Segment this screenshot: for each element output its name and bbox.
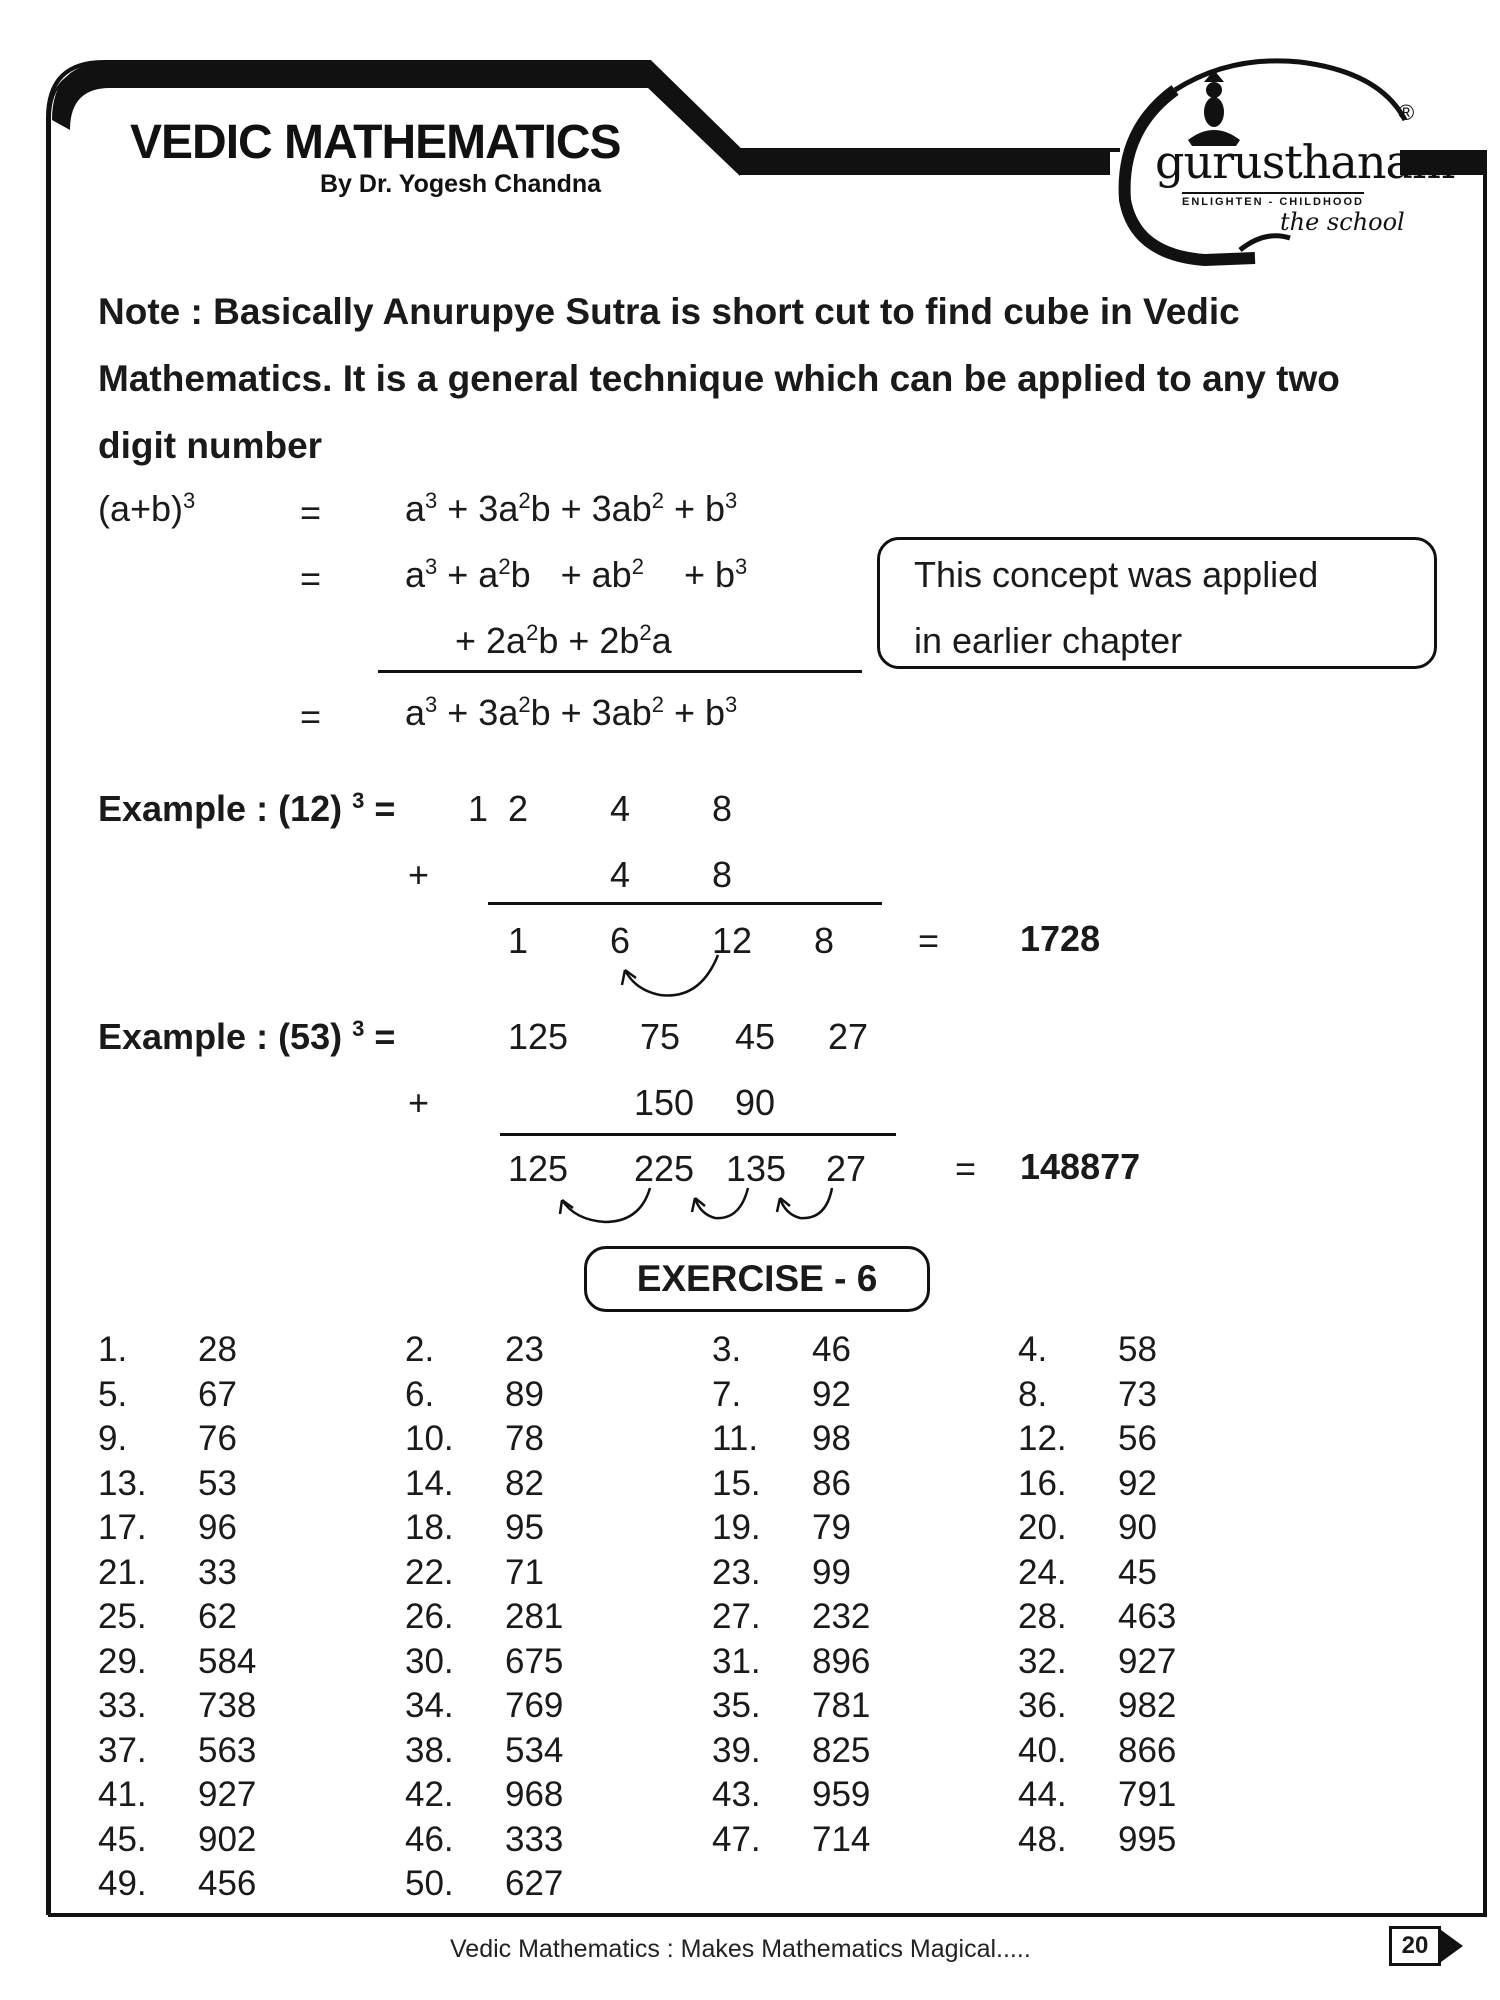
exercise-item-value: 90 bbox=[1118, 1508, 1157, 1547]
exercise-item-value: 959 bbox=[812, 1775, 871, 1814]
example2-r1-c2: 45 bbox=[735, 1016, 776, 1057]
exercise-item-number: 19. bbox=[712, 1508, 761, 1547]
formula-eq-1: = bbox=[300, 492, 322, 533]
example2-r2-c1: 90 bbox=[735, 1082, 776, 1123]
exercise-item-number: 48. bbox=[1018, 1819, 1067, 1859]
exercise-item-number: 31. bbox=[712, 1641, 761, 1681]
exercise-item-value: 927 bbox=[1118, 1641, 1177, 1681]
formula-sum-line bbox=[378, 670, 862, 673]
exercise-item-number: 29. bbox=[98, 1641, 147, 1681]
exercise-item-number: 28. bbox=[1018, 1597, 1067, 1636]
example2-r2-c0: 150 bbox=[634, 1082, 695, 1123]
exercise-item-value: 23 bbox=[505, 1330, 544, 1369]
note-paragraph: Note : Basically Anurupye Sutra is short cut to find cube in Vedic Mathematics. It is a general technique which can be applied to any two digit number bbox=[98, 291, 1340, 466]
exercise-item-value: 791 bbox=[1118, 1775, 1177, 1814]
exercise-item-number: 37. bbox=[98, 1730, 147, 1770]
exercise-item-number: 41. bbox=[98, 1775, 147, 1814]
exercise-item-number: 14. bbox=[405, 1463, 454, 1503]
logo-subtitle: the school bbox=[1280, 208, 1405, 236]
exercise-item-number: 21. bbox=[98, 1552, 147, 1592]
exercise-item-number: 39. bbox=[712, 1730, 761, 1770]
example2-r3-c3: 27 bbox=[826, 1148, 867, 1189]
exercise-item-value: 99 bbox=[812, 1552, 851, 1592]
example1-result-eq: = bbox=[918, 920, 940, 961]
exercise-item-number: 46. bbox=[405, 1819, 454, 1859]
exercise-item-number: 45. bbox=[98, 1819, 147, 1859]
example1-r3-c1: 6 bbox=[610, 920, 631, 961]
formula-lhs: $(a+b)^3$ bbox=[98, 488, 196, 529]
exercise-item-number: 36. bbox=[1018, 1686, 1067, 1725]
exercise-item-value: 463 bbox=[1118, 1597, 1177, 1636]
example2-r3-c0: 125 bbox=[508, 1148, 569, 1189]
formula-line-2: $a^3 + a^2b + ab^2$ + $b^3$ bbox=[405, 554, 748, 595]
exercise-item-number: 18. bbox=[405, 1508, 454, 1547]
example2-result-eq: = bbox=[955, 1148, 977, 1189]
book-title: VEDIC MATHEMATICS bbox=[130, 116, 621, 169]
carry-arrows-example2 bbox=[560, 1188, 832, 1222]
example2-r1-c0: 125 bbox=[508, 1016, 569, 1057]
exercise-item-number: 49. bbox=[98, 1864, 147, 1903]
exercise-item-number: 38. bbox=[405, 1730, 454, 1770]
callout-line-1: This concept was applied bbox=[914, 554, 1319, 595]
exercise-item-value: 584 bbox=[198, 1641, 257, 1681]
exercise-item-value: 627 bbox=[505, 1864, 564, 1903]
example1-result: 1728 bbox=[1020, 918, 1101, 959]
example1-r1-c1: 2 bbox=[508, 788, 529, 829]
exercise-item-number: 10. bbox=[405, 1419, 454, 1458]
exercise-item-value: 56 bbox=[1118, 1419, 1157, 1458]
exercise-item-number: 5. bbox=[98, 1374, 128, 1414]
exercise-item-value: 281 bbox=[505, 1597, 564, 1636]
exercise-item-number: 8. bbox=[1018, 1374, 1048, 1414]
logo-tagline: ENLIGHTEN - CHILDHOOD bbox=[1182, 192, 1364, 208]
exercise-item-number: 16. bbox=[1018, 1463, 1067, 1503]
exercise-item-value: 79 bbox=[812, 1508, 851, 1547]
exercise-item-value: 995 bbox=[1118, 1819, 1177, 1859]
example1-r2-c1: 8 bbox=[712, 854, 733, 895]
carry-arrows-example1 bbox=[622, 955, 718, 996]
exercise-item-number: 15. bbox=[712, 1463, 761, 1503]
exercise-item-number: 34. bbox=[405, 1686, 454, 1725]
example2-result: 148877 bbox=[1020, 1146, 1141, 1187]
exercise-item-value: 71 bbox=[505, 1552, 544, 1592]
callout-line-2: in earlier chapter bbox=[914, 620, 1183, 661]
exercise-item-number: 20. bbox=[1018, 1508, 1067, 1547]
footer-tagline: Vedic Mathematics : Makes Mathematics Magical..... bbox=[450, 1935, 1031, 1963]
exercise-item-value: 902 bbox=[198, 1819, 257, 1859]
exercise-item-value: 28 bbox=[198, 1330, 237, 1369]
exercise-item-number: 9. bbox=[98, 1419, 128, 1458]
exercise-item-value: 675 bbox=[505, 1641, 564, 1681]
example2-r3-c1: 225 bbox=[634, 1148, 695, 1189]
exercise-item-number: 2. bbox=[405, 1330, 435, 1369]
exercise-item-value: 968 bbox=[505, 1775, 564, 1814]
example1-r3-c0: 1 bbox=[508, 920, 529, 961]
exercise-item-number: 13. bbox=[98, 1463, 147, 1503]
exercise-item-value: 67 bbox=[198, 1374, 237, 1414]
exercise-item-value: 232 bbox=[812, 1597, 871, 1636]
callout-box bbox=[877, 537, 1437, 669]
registered-mark: ® bbox=[1398, 100, 1415, 125]
exercise-item-number: 27. bbox=[712, 1597, 761, 1636]
exercise-item-number: 30. bbox=[405, 1641, 454, 1681]
exercise-item-number: 17. bbox=[98, 1508, 147, 1547]
example1-r1-c3: 8 bbox=[712, 788, 733, 829]
exercise-item-value: 33 bbox=[198, 1552, 237, 1592]
exercise-item-value: 86 bbox=[812, 1463, 851, 1503]
exercise-item-number: 4. bbox=[1018, 1330, 1048, 1369]
exercise-item-value: 738 bbox=[198, 1686, 257, 1725]
exercise-item-value: 714 bbox=[812, 1819, 871, 1859]
example2-r3-c2: 135 bbox=[726, 1148, 787, 1189]
exercise-item-number: 3. bbox=[712, 1330, 742, 1369]
formula-line-4: $a^3 + 3a^2b + 3ab^2 + b^3$ bbox=[405, 692, 738, 733]
exercise-item-number: 43. bbox=[712, 1775, 761, 1814]
example2-r1-c1: 75 bbox=[640, 1016, 681, 1057]
example1-r1-c0: 1 bbox=[468, 788, 489, 829]
exercise-item-value: 825 bbox=[812, 1730, 871, 1770]
exercise-item-number: 42. bbox=[405, 1775, 454, 1814]
exercise-item-number: 12. bbox=[1018, 1419, 1067, 1458]
logo-wordmark: gurusthanam bbox=[1155, 135, 1455, 189]
exercise-item-number: 6. bbox=[405, 1374, 435, 1414]
example1-r3-c2: 12 bbox=[712, 920, 753, 961]
example2-plus: + bbox=[408, 1082, 430, 1123]
exercise-item-value: 98 bbox=[812, 1419, 851, 1458]
exercise-item-value: 58 bbox=[1118, 1330, 1157, 1369]
exercise-item-value: 78 bbox=[505, 1419, 544, 1458]
example1-label: Example : (12) $^3$ = bbox=[98, 788, 396, 829]
exercise-item-number: 24. bbox=[1018, 1552, 1067, 1592]
exercise-item-number: 22. bbox=[405, 1552, 454, 1592]
page-number: 20 bbox=[1389, 1926, 1441, 1966]
formula-eq-2: = bbox=[300, 558, 322, 599]
example1-r1-c2: 4 bbox=[610, 788, 631, 829]
exercise-item-value: 866 bbox=[1118, 1730, 1177, 1770]
exercise-item-value: 73 bbox=[1118, 1374, 1157, 1414]
exercise-item-number: 25. bbox=[98, 1597, 147, 1636]
exercise-item-value: 95 bbox=[505, 1508, 544, 1547]
exercise-item-value: 89 bbox=[505, 1374, 544, 1414]
example2-r1-c3: 27 bbox=[828, 1016, 869, 1057]
exercise-item-value: 45 bbox=[1118, 1552, 1157, 1592]
exercise-item-number: 44. bbox=[1018, 1775, 1067, 1814]
exercise-item-value: 563 bbox=[198, 1730, 257, 1770]
exercise-item-number: 50. bbox=[405, 1864, 454, 1903]
exercise-item-number: 11. bbox=[712, 1419, 759, 1458]
exercise-item-value: 46 bbox=[812, 1330, 851, 1369]
exercise-item-number: 40. bbox=[1018, 1730, 1067, 1770]
exercise-item-value: 456 bbox=[198, 1864, 257, 1903]
exercise-item-number: 23. bbox=[712, 1552, 761, 1592]
exercise-item-value: 769 bbox=[505, 1686, 564, 1725]
exercise-item-value: 92 bbox=[1118, 1463, 1157, 1503]
author-byline: By Dr. Yogesh Chandna bbox=[320, 170, 602, 198]
example2-label: Example : (53) $^3$ = bbox=[98, 1016, 396, 1057]
exercise-item-value: 982 bbox=[1118, 1686, 1177, 1725]
formula-line-3: + $2a^2b + 2b^2a$ bbox=[455, 620, 672, 661]
exercise-item-value: 781 bbox=[812, 1686, 871, 1725]
example1-r3-c3: 8 bbox=[814, 920, 835, 961]
exercise-item-number: 26. bbox=[405, 1597, 454, 1636]
exercise-item-value: 62 bbox=[198, 1597, 237, 1636]
example1-sum-line bbox=[488, 902, 882, 905]
exercise-item-number: 32. bbox=[1018, 1641, 1067, 1681]
exercise-item-value: 927 bbox=[198, 1775, 257, 1814]
exercise-item-value: 92 bbox=[812, 1374, 851, 1414]
exercise-item-number: 1. bbox=[98, 1330, 128, 1369]
exercise-item-value: 96 bbox=[198, 1508, 237, 1547]
example1-r2-c0: 4 bbox=[610, 854, 631, 895]
formula-line-1: $a^3 + 3a^2b + 3ab^2 + b^3$ bbox=[405, 488, 738, 529]
formula-eq-3: = bbox=[300, 696, 322, 737]
exercise-item-value: 82 bbox=[505, 1463, 544, 1503]
exercise-item-number: 33. bbox=[98, 1686, 147, 1725]
exercise-item-number: 35. bbox=[712, 1686, 761, 1725]
example2-sum-line bbox=[500, 1133, 896, 1136]
exercise-item-value: 76 bbox=[198, 1419, 237, 1458]
exercise-item-value: 896 bbox=[812, 1641, 871, 1681]
example1-plus: + bbox=[408, 854, 430, 895]
exercise-item-number: 7. bbox=[712, 1374, 742, 1414]
exercise-title: EXERCISE - 6 bbox=[584, 1246, 930, 1312]
exercise-item-value: 53 bbox=[198, 1463, 237, 1503]
exercise-item-value: 333 bbox=[505, 1819, 564, 1859]
exercise-item-value: 534 bbox=[505, 1730, 564, 1770]
exercise-item-number: 47. bbox=[712, 1819, 761, 1859]
